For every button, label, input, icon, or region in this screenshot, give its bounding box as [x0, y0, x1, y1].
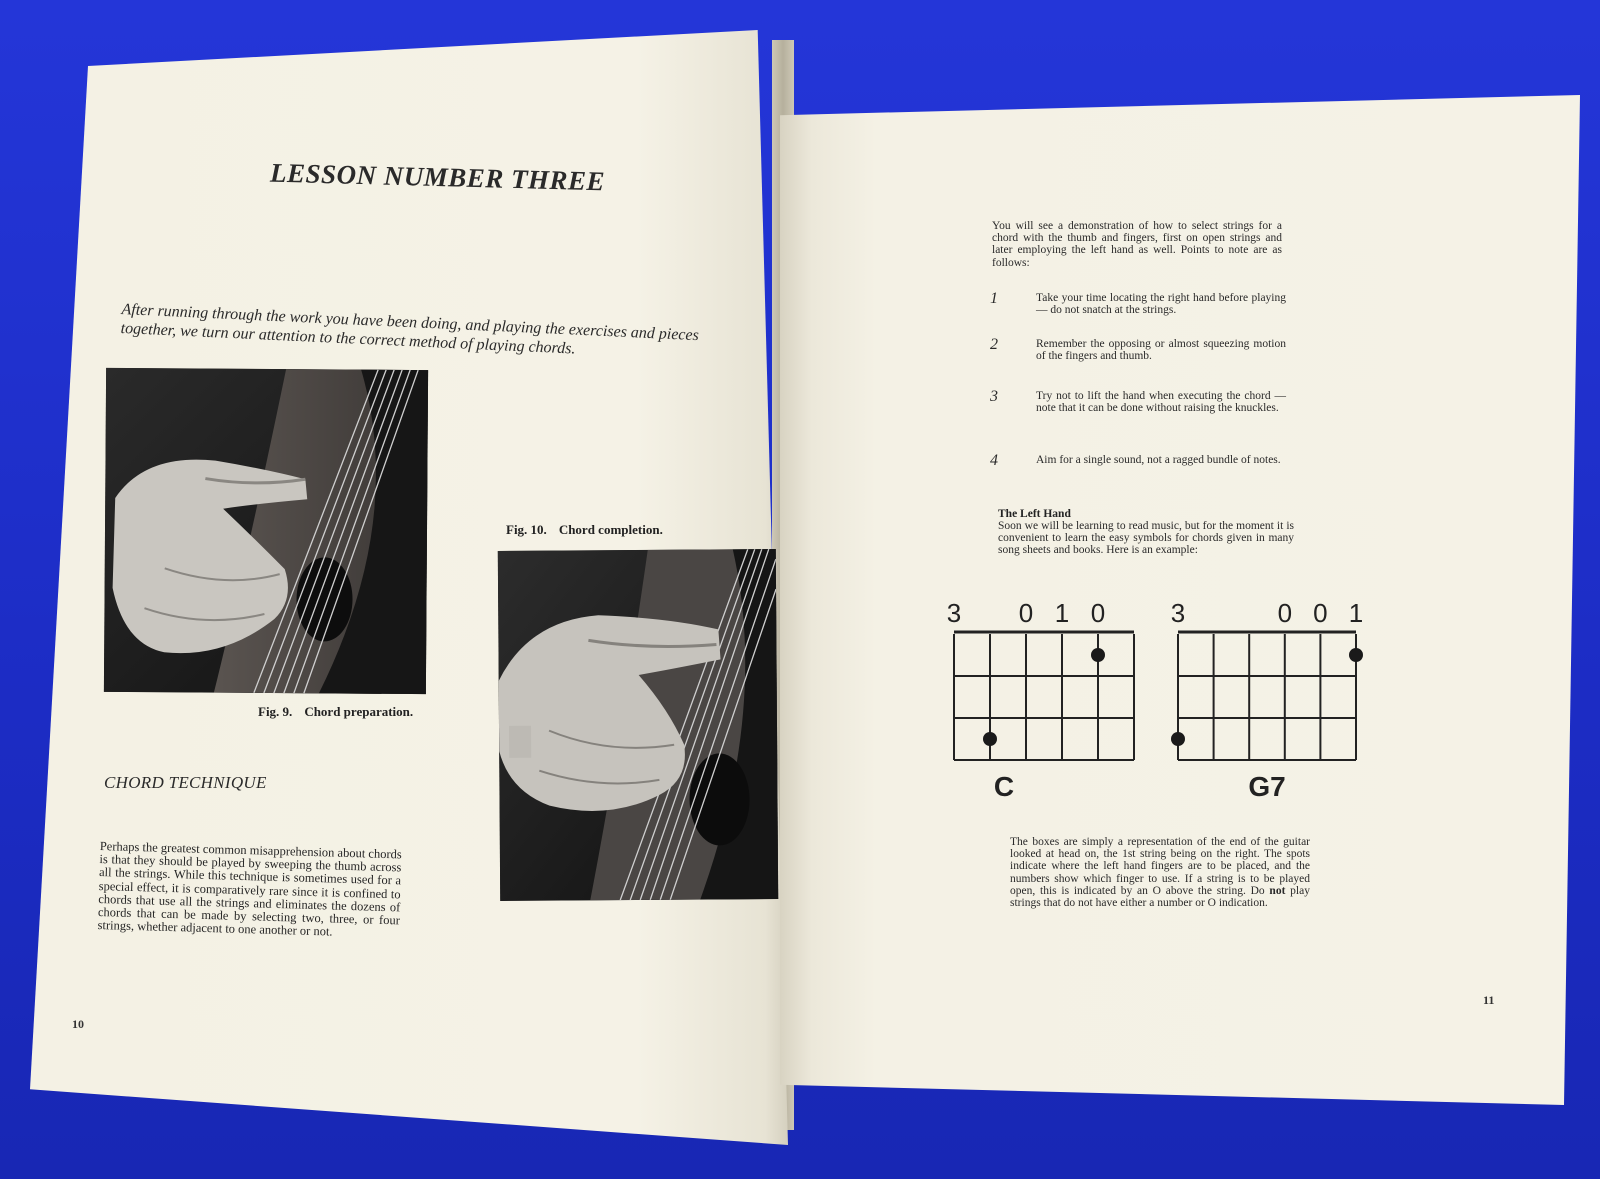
chord-diagram-g7	[1171, 598, 1363, 802]
chord-diagrams	[940, 590, 1380, 810]
chord-technique-body: Perhaps the greatest common misapprehension about chords is that they should be played by sweeping the thumb across all the strings. While this technique is sometimes used for a special effect, it is comparatively rare since it is confined to chords that use all the strings and eliminates the dozens of chords that can be made by selecting two, three, or four strings, whether adjacent to one another or not.	[97, 839, 402, 939]
chord-name: C	[993, 771, 1015, 802]
chord-string-marker: 1	[1054, 598, 1070, 628]
chord-string-marker: 0	[1090, 598, 1106, 628]
lesson-intro: After running through the work you have been doing, and playing the exercises and pieces together, we turn our attention to the correct method of playing chords.	[120, 300, 700, 358]
left-hand-heading: The Left Hand	[998, 508, 1071, 520]
page-number-right: 11	[1483, 993, 1495, 1007]
chord-finger-dot	[983, 732, 997, 746]
chord-finger-dot	[1171, 732, 1185, 746]
chord-string-marker: 0	[1018, 598, 1034, 628]
chord-explanation: The boxes are simply a representation of the end of the guitar looked at head on, the 1st string being on the right. The spots indicate where the left hand fingers are to be placed, and the numbers show which finger to use. If a string is to be played open, this is indicated by an O above the string. Do not play strings that do not have either a number or O indication.	[1010, 836, 1310, 910]
right-intro: You will see a demonstration of how to select strings for a chord with the thumb and fingers, first on open strings and later employing the left hand as well. Points to note are as follows:	[992, 220, 1282, 269]
section-heading: CHORD TECHNIQUE	[104, 773, 267, 792]
chord-string-marker: 3	[946, 598, 962, 628]
lesson-title: LESSON NUMBER THREE	[269, 157, 606, 197]
chord-string-marker: 1	[1348, 598, 1364, 628]
chord-finger-dot	[1091, 648, 1105, 662]
chord-string-marker: 0	[1313, 598, 1328, 628]
fig10-caption: Fig. 10. Chord completion.	[506, 522, 663, 537]
photo-chord-preparation	[104, 368, 428, 694]
chord-string-marker: 3	[1170, 598, 1186, 628]
left-hand-body: Soon we will be learning to read music, but for the moment it is convenient to learn the easy symbols for chords given in many song sheets and books. Here is an example:	[998, 520, 1294, 557]
photo-chord-completion	[498, 549, 778, 901]
chord-name: G7	[1248, 771, 1286, 802]
chord-finger-dot	[1349, 648, 1363, 662]
chord-string-marker: 0	[1277, 598, 1293, 628]
chord-diagram-c	[947, 598, 1134, 802]
page-number-left: 10	[72, 1017, 84, 1031]
fig9-caption: Fig. 9. Chord preparation.	[258, 704, 414, 719]
